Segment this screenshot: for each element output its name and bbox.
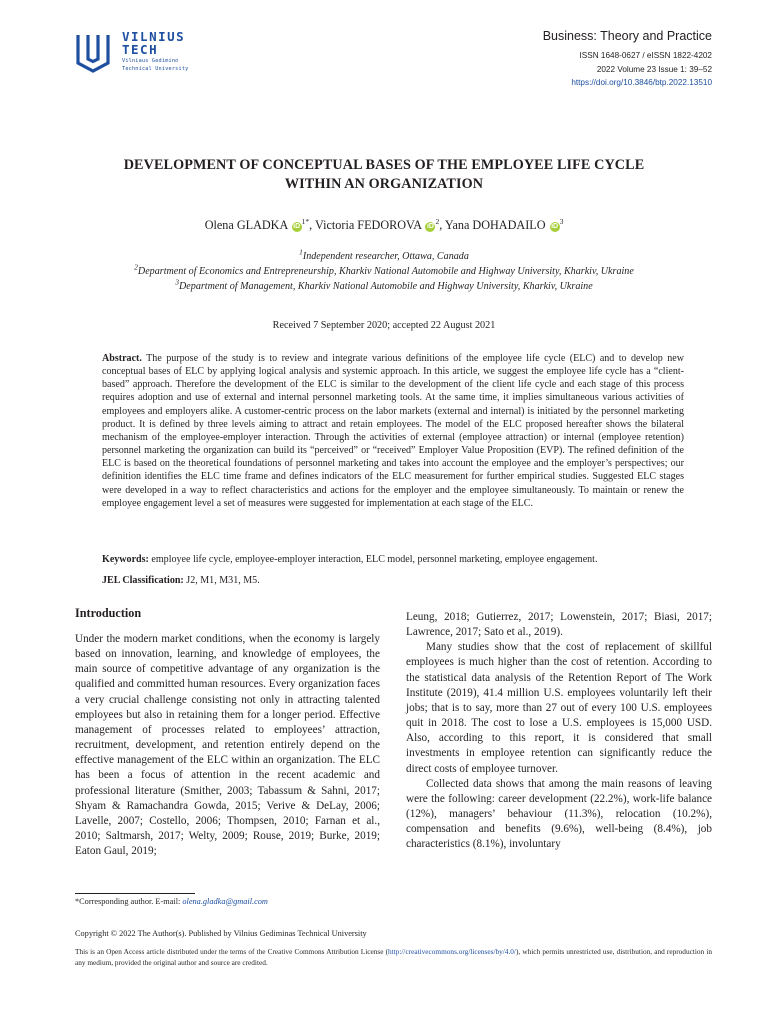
author-name: Olena GLADKA — [204, 218, 288, 232]
affiliation-num: 3 — [175, 278, 180, 288]
doi-link[interactable]: https://doi.org/10.3846/btp.2022.13510 — [571, 78, 712, 87]
logo-text — [122, 30, 188, 73]
abstract — [102, 352, 684, 510]
author-sup: 2 — [435, 216, 440, 226]
license-notice — [75, 947, 712, 968]
author-name: Yana DOHADAILO — [444, 218, 546, 232]
paragraph: Collected data shows that among the main reasons of leaving were the following: career development (22.2%), work-life balance (12%), managers’ behaviour (11.3%), relocation (10.2%), compensation and benefits (9.6%), well-being (8.4%), job characteristics (8.1%), involuntary — [406, 777, 712, 851]
affiliation-2 — [110, 264, 658, 279]
section-heading-introduction: Introduction — [75, 606, 142, 620]
keywords — [102, 553, 684, 566]
author-list: Olena GLADKA $iD^{1*}$, Victoria FEDOROVA $iD^2$, Yana DOHADAILO $iD^3$ — [204, 216, 564, 232]
orcid-icon[interactable]: iD — [293, 223, 301, 230]
affiliation-3 — [110, 279, 658, 294]
journal-info — [543, 28, 712, 90]
author-name: Victoria FEDOROVA — [315, 218, 422, 232]
jel-classification — [102, 574, 684, 587]
abstract-text: The purpose of the study is to review and integrate various definitions of the employee life cycle (ELC) and to develop new conceptual bases of ELC by applying logical analysis and systemic approach. In this article, we suggest the employee life cycle has a “client-based” approach. Therefore the development of the ELC is similar to the development of the client life cycle and each stage of this process requires adoption and use of external and internal personnel marketing tools. At the same time, it implies simultaneous various activities of employees and employers alike. A customer-centric process on the labor markets (external and internal) is initiated by the personnel marketing product. It is defined by three levels aiming to attract and retain employees. The model of the ELC proposed hereafter shows the bilateral mechanism of the employee-employer interaction. Through the activities of external (employee attraction) or internal (employee retention) personnel marketing the organization can build its “perceived” or “received” Employer Value Proposition (EVP). The refined definition of the ELC is based on the theoretical foundations of personnel marketing and takes into account the employee and the employer’s perspectives; our definition identifies the ELC time frame and defines indicators of the ELC measurement for further empirical studies. Suggested ELC stages were developed in a way to reflect characteristics and actions for the employer and the employee simultaneously. To maintain or renew the employee engagement level a set of measures were suggested for implementation at each stage of the ELC. — [102, 353, 684, 509]
affiliation-num: 1 — [299, 247, 303, 257]
keywords-label: Keywords: — [102, 554, 149, 565]
keywords-text: employee life cycle, employee-employer interaction, ELC model, personnel marketing, employee engagement. — [151, 554, 598, 565]
journal-issn: ISSN 1648-0627 / eISSN 1822-4202 — [579, 51, 712, 60]
affiliation-num: 2 — [134, 262, 138, 272]
author-sup: 1* — [301, 216, 310, 226]
logo-sub-line2: Technical University — [122, 66, 189, 73]
affiliation-1 — [110, 249, 658, 264]
orcid-icon[interactable]: iD — [426, 223, 434, 230]
vilnius-tech-logo-icon — [75, 33, 111, 73]
author-sup: 3 — [559, 216, 564, 226]
jel-text: J2, M1, M31, M5. — [186, 575, 260, 586]
license-link[interactable]: http://creativecommons.org/licenses/by/4.0/ — [388, 947, 516, 956]
article-title: DEVELOPMENT OF CONCEPTUAL BASES OF THE EMPLOYEE LIFE CYCLE WITHIN AN ORGANIZATION — [123, 157, 645, 192]
journal-name: Business: Theory and Practice — [542, 29, 712, 43]
paragraph: Many studies show that the cost of replacement of skillful employees is much higher than the cost of retention. According to the statistical data analysis of the Retention Report of The Work Institute (2019), 41.4 million U.S. employees voluntarily left their jobs; that is to say, more than 27 out of every 100 U.S. employees quit in 2018. The cost to lose a U.S. employees is 15,000 USD. Also, according to this report, it is considered that small investments in employee retention can significantly reduce the direct costs of employee turnover. — [406, 641, 712, 775]
affiliation-text: Independent researcher, Ottawa, Canada — [302, 251, 469, 262]
affiliation-text: Department of Management, Kharkiv National Automobile and Highway University, Kharkiv, Ukraine — [179, 281, 593, 293]
footnote-divider — [75, 893, 195, 894]
received-dates: Received 7 September 2020; accepted 22 August 2021 — [272, 320, 496, 331]
license-text-after: ), which permits unrestricted use, distribution, and reproduction in any medium, provided the original author and source are credited. — [75, 947, 712, 967]
author-email-link[interactable]: olena.gladka@gmail.com — [182, 897, 268, 906]
paragraph: Under the modern market conditions, when the economy is largely based on innovation, learning, and knowledge of employees, the main source of competitive advantage of any organization is the qualified and committed human resources. Every organization faces a very crucial challenge consisting not only in attracting talented employees but also in retaining them for a longer period. Effective management of processes related to employees’ attraction, recruitment, development, and retention entirely depend on the effective management of the ELC within an organization. The ELC has been a focus of attention in the recent academic and professional literature (Smither, 2003; Tabassum & Sahni, 2017; Shyam & Ramachandra Gowda, 2015; Verive & DeLay, 2006; Lavelle, 2007; Costello, 2006; Thompsen, 2010; Farnan et al., 2010; Saltmarsh, 2017; Welty, 2009; Rouse, 2019; Burke, 2019; Eaton Gaul, 2019; — [75, 633, 380, 858]
license-text-before: This is an Open Access article distributed under the terms of the Creative Commons Attribution License ( — [75, 947, 389, 956]
jel-label: JEL Classification: — [102, 575, 184, 586]
affiliation-text: Department of Economics and Entrepreneurship, Kharkiv National Automobile and Highway University, Kharkiv, Ukraine — [137, 266, 634, 278]
orcid-icon[interactable]: iD — [551, 223, 559, 230]
corresponding-author-footnote — [75, 897, 268, 906]
logo-sub-line1: Vilniaus Gedimino — [122, 58, 179, 64]
journal-volume: 2022 Volume 23 Issue 1: 39–52 — [596, 64, 712, 74]
logo-name-line1: VILNIUS — [122, 29, 186, 44]
body-column-right — [406, 610, 712, 853]
footnote-label: *Corresponding author. E-mail: — [75, 897, 181, 906]
copyright-notice: Copyright © 2022 The Author(s). Published by Vilnius Gediminas Technical University — [75, 929, 367, 938]
affiliations — [110, 249, 658, 295]
paragraph: Leung, 2018; Gutierrez, 2017; Lowenstein, 2017; Biasi, 2017; Lawrence, 2017; Sato et al., 2019). — [406, 611, 712, 639]
abstract-label: Abstract. — [102, 353, 142, 364]
body-column-left — [75, 632, 380, 859]
logo-name-line2: TECH — [122, 42, 159, 57]
